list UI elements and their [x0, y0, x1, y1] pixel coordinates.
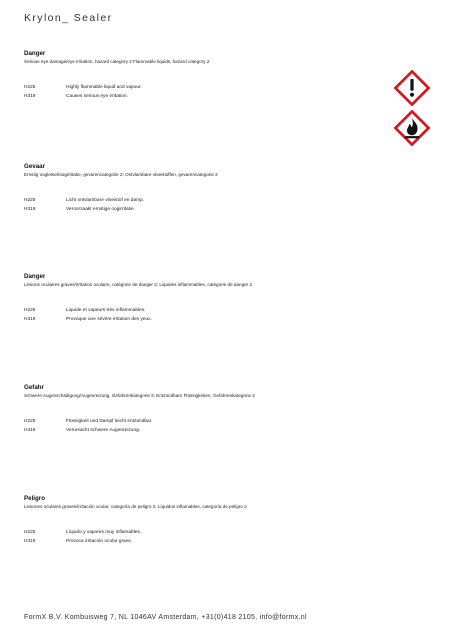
- h-code: H225: [24, 308, 36, 313]
- h-text: Líquido y vapores muy inflamables.: [66, 530, 142, 535]
- h-text: Causes serious eye irritation.: [66, 94, 128, 99]
- hazard-statement: [24, 196, 354, 205]
- section-en: [24, 50, 354, 101]
- h-text: Provoca irritación ocular grave.: [66, 539, 133, 544]
- hazard-classification: Serious eye damage/eye irritation, hazard category 2 Flammable liquids, hazard category 2: [24, 59, 210, 64]
- hazard-statement: [24, 426, 354, 435]
- footer-contact: FormX B.V. Kombuisweg 7, NL 1046AV Amsterdam, +31(0)418 2105, info@formx.nl: [24, 614, 307, 621]
- h-text: Verursacht schwere Augenreizung.: [66, 428, 141, 433]
- h-text: Veroorzaakt ernstige oogirritatie.: [66, 207, 136, 212]
- hazard-statement: [24, 92, 354, 101]
- signal-word: Danger: [24, 50, 46, 57]
- h-code: H225: [24, 530, 36, 535]
- section-nl: [24, 163, 354, 214]
- hazard-statement: [24, 537, 354, 546]
- hazard-classification: Lesiones oculares graves/irritación ocular, categoría de peligro 2; Líquidos inflamables, categoría de peligro 2: [24, 504, 247, 509]
- hazard-classification: Lésions oculaires graves/irritation oculaire, catégorie de danger 2; Liquides inflammables, catégorie de danger 2: [24, 282, 253, 287]
- h-code: H225: [24, 85, 36, 90]
- signal-word: Peligro: [24, 495, 45, 502]
- h-code: H319: [24, 94, 36, 99]
- h-code: H319: [24, 207, 36, 212]
- h-text: Flüssigkeit und Dampf leicht entzündbar.: [66, 419, 153, 424]
- h-text: Provoque une sévère irritation des yeux.: [66, 317, 152, 322]
- hazard-statement: [24, 306, 354, 315]
- h-code: H319: [24, 428, 36, 433]
- section-fr: [24, 273, 354, 324]
- h-code: H225: [24, 419, 36, 424]
- exclamation-mark-icon: [394, 70, 430, 106]
- section-de: [24, 384, 354, 435]
- hazard-statement: [24, 417, 354, 426]
- h-text: Liquide et vapeurs très inflammables.: [66, 308, 146, 313]
- ghs-pictograms: [394, 70, 432, 150]
- signal-word: Danger: [24, 273, 46, 280]
- h-code: H225: [24, 198, 36, 203]
- hazard-classification: Schwere Augenschädigung/Augenreizung, Gefahrenkategorie 2; Entzündbare Flüssigkeiten, Gefahrenkategorie 2: [24, 393, 255, 398]
- hazard-statement: [24, 528, 354, 537]
- h-code: H319: [24, 539, 36, 544]
- signal-word: Gevaar: [24, 163, 45, 170]
- hazard-statement: [24, 315, 354, 324]
- hazard-classification: Ernstig oogletsel/oogirritatie, gevarencategorie 2; Ontvlambare vloeistoffen, gevarencategorie 2: [24, 172, 218, 177]
- h-text: Highly flammable liquid and vapour.: [66, 85, 142, 90]
- signal-word: Gefahr: [24, 384, 44, 391]
- page-title: Krylon_ Sealer: [24, 12, 113, 24]
- hazard-statement: [24, 205, 354, 214]
- hazard-statement: [24, 83, 354, 92]
- flame-icon: [394, 110, 430, 146]
- section-es: [24, 495, 354, 546]
- h-text: Licht ontvlambare vloeistof en damp.: [66, 198, 145, 203]
- h-code: H319: [24, 317, 36, 322]
